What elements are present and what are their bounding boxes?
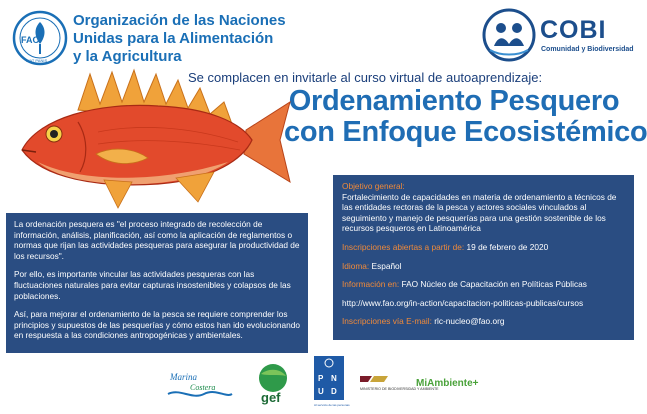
fisheries-management-description [6,213,308,353]
ministry-logo [358,368,439,398]
mi-ambiente-text: MiAmbiente+ [416,378,479,389]
undp-letter-2: N [331,374,337,383]
invitation-text: Se complacen en invitarle al curso virtual de autoaprendizaje: [188,70,543,85]
information-label: Información en: [342,279,400,290]
language-value: Español [371,260,402,271]
course-title-line-2: con Enfoque Ecosistémico [284,116,647,148]
marina-logo-text-1: Marina [170,372,197,382]
information-line [342,279,625,290]
description-paragraph-2: Por ello, es importante vincular las actividades pesqueras con las fluctuaciones naturales para evitar capturas insostenibles y colapsos de las poblaciones. [14,269,291,301]
fao-logo [12,10,68,66]
email-label: Inscripciones vía E-mail: [342,316,432,327]
fao-name-line-2: Unidas para la Alimentación [73,30,274,47]
fao-organization-name [73,12,303,66]
course-details-box [333,175,634,340]
snapper-fish-illustration [8,62,293,212]
cobi-wordmark: COBI [540,16,607,44]
course-url-link[interactable]: http://www.fao.org/in-action/capacitacion-politicas-publicas/cursos [342,297,584,308]
email-address-link[interactable]: rlc-nucleo@fao.org [434,316,505,327]
cobi-logo [482,8,634,66]
objective-text: Fortalecimiento de capacidades en materia de ordenamiento a técnicos de las entidades rectoras de la pesca y actores sociales vinculados al seguimiento y manejo de pesquerías para una gestión sostenible de los recursos pesqueros en Latinoamérica [342,191,617,234]
course-title-line-1: Ordenamiento Pesquero [288,85,620,117]
email-line [342,316,625,327]
undp-letter-3: U [318,387,324,396]
enrollment-line [342,242,625,253]
language-line [342,261,625,272]
undp-caption: Al servicio de las personas [314,403,350,407]
undp-logo [314,356,350,408]
information-value: FAO Núcleo de Capacitación en Políticas Públicas [401,279,587,290]
ministry-text: MINISTERIO DE BIODIVERSIDAD Y AMBIENTE [360,387,439,391]
description-paragraph-1: La ordenación pesquera es "el proceso integrado de recolección de información, análisis, planificación, así como la aplicación de reglamentos o normas que rijan las actividades pesqueras para asegurar la productividad de los recursos". [14,219,300,261]
undp-letter-4: D [331,387,337,396]
mi-ambiente-logo [416,370,479,394]
gef-logo-text: gef [261,390,281,405]
enrollment-date: 19 de febrero de 2020 [466,241,549,252]
cobi-subtitle: Comunidad y Biodiversidad [541,46,634,53]
gef-logo [252,360,294,404]
fao-logo-motto: FIAT PANIS [26,58,48,63]
description-paragraph-3: Así, para mejorar el ordenamiento de la pesca se requiere comprender los principios y supuestos de las pesquerías y cómo estos han ido evolucionando en respuesta a las condiciones antropogénicas y ambientales. [14,309,300,341]
undp-letter-1: P [318,374,324,383]
marina-costera-logo [164,368,234,400]
language-label: Idioma: [342,260,370,271]
fao-logo-f: FAO [21,35,40,45]
cobi-emblem-icon [482,8,536,62]
fao-name-line-1: Organización de las Naciones [73,12,286,29]
objective-label: Objetivo general: [342,181,405,191]
fao-name-line-3: y la Agricultura [73,48,182,65]
marina-logo-text-2: Costera [190,383,216,392]
enrollment-label: Inscripciones abiertas a partir de: [342,241,465,252]
course-title [284,85,647,148]
sponsor-logos [0,356,640,414]
